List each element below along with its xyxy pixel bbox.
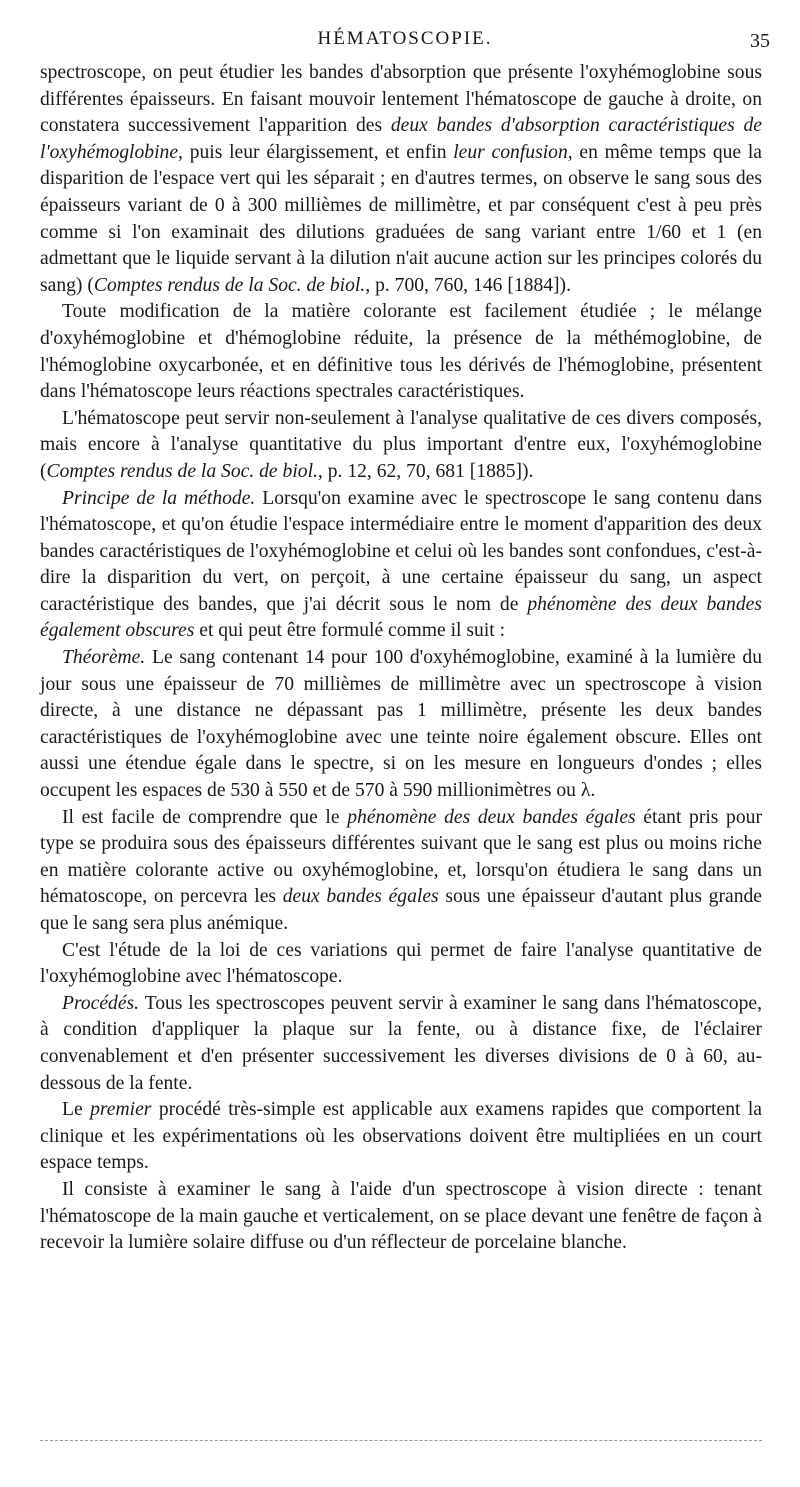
text-run: Le: [62, 1099, 91, 1121]
text-run: , p. 700, 760, 146 [1884]).: [365, 274, 571, 296]
italic-text: Théorème.: [62, 647, 146, 669]
text-run: , p. 12, 62, 70, 681 [1885]).: [317, 460, 534, 482]
paragraph: [40, 486, 762, 646]
text-run: Lorsqu'on examine avec le spectroscope le sang contenu dans l'hématoscope, et qu'on étudie l'espace intermédiaire entre le moment d'apparition des deux bandes caractéristiques de l'oxyhémoglobine et celui où les bandes sont confondues, c'est-à-dire la disparition du vert, on perçoit, à une certaine épaisseur du sang, un aspect caractéristique des bandes, que j'ai décrit sous le nom de: [40, 487, 762, 615]
page-header: [40, 28, 770, 58]
paragraph: [40, 60, 762, 299]
text-run: spectroscope, on peut étudier les bandes d'absorption que présente l'oxyhémoglobine sous différentes épaisseurs. En faisant mouvoir lentement l'hématoscope de gauche à droite, on constatera successivement l'apparition des: [40, 62, 762, 137]
body-text: [40, 60, 762, 1257]
paragraph: [40, 299, 762, 405]
italic-text: phénomène des deux bandes également obscures: [40, 593, 762, 642]
text-run: Tous les spectroscopes peuvent servir à examiner le sang dans l'hématoscope, à condition d'appliquer la plaque sur la fente, ou à distance fixe, de l'éclairer convenablement et d'en présenter successivement les diverses divisions de 0 à 60, au-dessous de la fente.: [40, 992, 762, 1094]
running-title: HÉMATOSCOPIE.: [317, 28, 493, 49]
paragraph: [40, 938, 762, 991]
text-run: et qui peut être formulé comme il suit :: [194, 620, 506, 642]
text-run: Le sang contenant 14 pour 100 d'oxyhémoglobine, examiné à la lumière du jour sous une épaisseur de 70 millièmes de millimètre avec un spectroscope à vision directe, à une distance ne dépassant pas 1 millimètre, présente les deux bandes caractéristiques de l'oxyhémoglobine avec une teinte noire également obscure. Elles ont aussi une étendue égale dans le spectre, si on les mesure en longueurs d'ondes ; elles occupent les espaces de 530 à 550 et de 570 à 590 millionimètres ou λ.: [40, 647, 762, 802]
italic-text: Comptes rendus de la Soc. de biol.: [93, 274, 366, 296]
paragraph: [40, 991, 762, 1097]
paragraph: [40, 1177, 762, 1257]
paragraph: [40, 645, 762, 805]
italic-text: leur confusion: [453, 141, 568, 163]
text-run: Toute modification de la matière colorante est facilement étudiée ; le mélange d'oxyhémoglobine et d'hémoglobine réduite, la présence de la méthémoglobine, de l'hémoglobine oxycarbonée, et en définitive tous les dérivés de l'hémoglobine, présentent dans l'hématoscope leurs réactions spectrales caractéristiques.: [40, 301, 762, 403]
text-run: , puis leur élargissement, et enfin: [178, 141, 454, 163]
italic-text: deux bandes égales: [282, 886, 439, 908]
text-run: , en même temps que la disparition de l'espace vert qui les séparait ; en d'autres termes, on observe le sang sous des épaisseurs variant de 0 à 300 millièmes de millimètre, et par conséquent c'est à peu près comme si l'on examinait des dilutions graduées de sang variant entre 1/60 et 1 (en admettant que le liquide servant à la dilution n'ait aucune action sur les principes colorés du sang) (: [40, 141, 762, 296]
paragraph: [40, 1097, 762, 1177]
text-run: Il est facile de comprendre que le: [62, 806, 348, 828]
text-run: Il consiste à examiner le sang à l'aide d'un spectroscope à vision directe : tenant l'hématoscope de la main gauche et verticalement, on se place devant une fenêtre de façon à recevoir la lumière solaire diffuse ou d'un réflecteur de porcelaine blanche.: [40, 1178, 762, 1254]
text-run: procédé très-simple est applicable aux examens rapides que comportent la clinique et les expérimentations où les observations doivent être multipliées en un court espace temps.: [40, 1099, 762, 1174]
italic-text: deux bandes d'absorption caractéristiques de l'oxyhémoglobine: [40, 115, 762, 163]
italic-text: phénomène des deux bandes égales: [347, 806, 636, 828]
text-run: étant pris pour type se produira sous des épaisseurs différentes suivant que le sang est plus ou moins riche en matière colorante active ou oxyhémoglobine, et, lorsqu'on étudiera le sang dans un hématoscope, on percevra les: [40, 806, 762, 908]
text-run: sous une épaisseur d'autant plus grande que le sang sera plus anémique.: [40, 886, 762, 934]
paragraph: [40, 805, 762, 938]
text-run: C'est l'étude de la loi de ces variations qui permet de faire l'analyse quantitative de l'oxyhémoglobine avec l'hématoscope.: [40, 939, 762, 988]
italic-text: premier: [90, 1099, 152, 1121]
text-run: L'hématoscope peut servir non-seulement à l'analyse qualitative de ces divers composés, mais encore à l'analyse quantitative du plus important d'entre eux, l'oxyhémoglobine (: [40, 407, 762, 482]
paragraph: [40, 406, 762, 486]
italic-text: Principe de la méthode.: [62, 487, 256, 509]
page-number: 35: [750, 30, 770, 52]
footer-rule: [40, 1440, 762, 1441]
italic-text: Procédés.: [62, 992, 140, 1014]
italic-text: Comptes rendus de la Soc. de biol.: [46, 460, 318, 482]
